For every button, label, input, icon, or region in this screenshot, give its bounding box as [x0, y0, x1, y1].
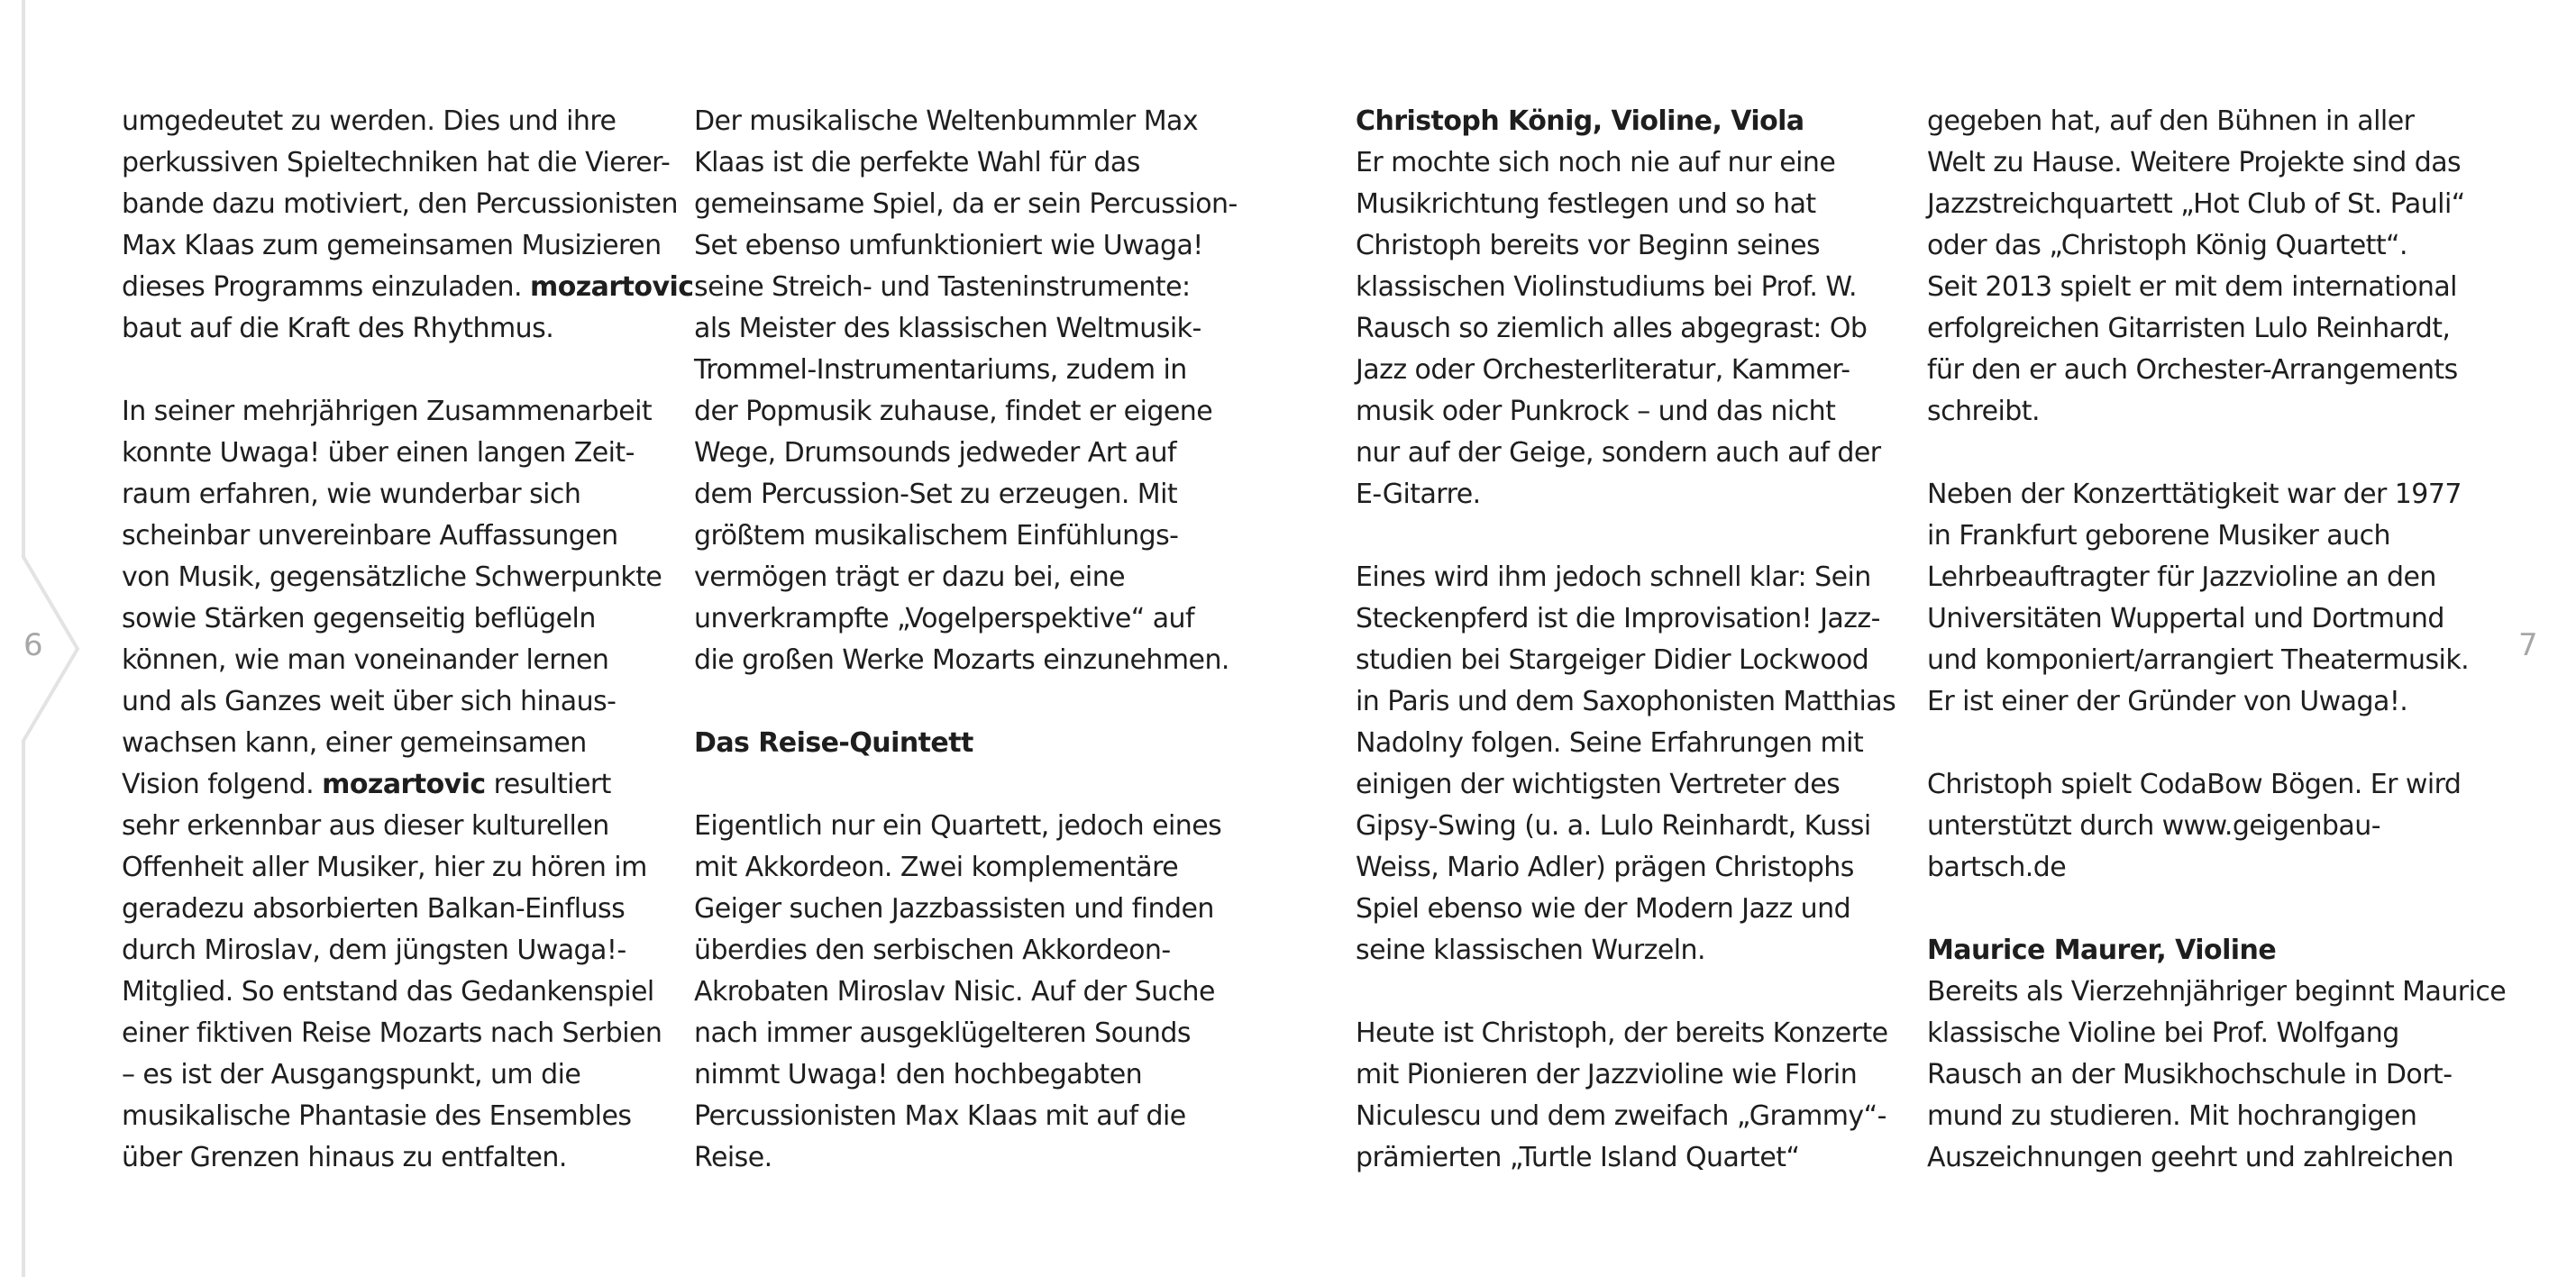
- line-text: Heute ist Christoph, der bereits Konzerte: [1356, 1017, 1888, 1049]
- text-line: [694, 267, 1226, 308]
- line-text: musik oder Punkrock – und das nicht: [1356, 396, 1836, 427]
- line-text: Set ebenso umfunktioniert wie Uwaga!: [694, 230, 1203, 261]
- line-text-after: resultiert: [485, 769, 611, 800]
- line-text: perkussiven Spieltechniken hat die Vierer-: [122, 147, 671, 178]
- line-text: prämierten „Turtle Island Quartet“: [1356, 1142, 1800, 1173]
- line-text: sowie Stärken gegenseitig beflügeln: [122, 603, 596, 634]
- text-line: [122, 515, 653, 557]
- line-text: Percussionisten Max Klaas mit auf die: [694, 1100, 1186, 1132]
- line-text: unterstützt durch www.geigenbau-: [1927, 810, 2380, 842]
- text-line: [122, 640, 653, 681]
- line-text: gemeinsame Spiel, da er sein Percussion-: [694, 188, 1238, 220]
- line-text: Auszeichnungen geehrt und zahlreichen: [1927, 1142, 2454, 1173]
- text-line: [1927, 1013, 2459, 1054]
- text-line: [694, 806, 1226, 847]
- line-text: Er mochte sich noch nie auf nur eine: [1356, 147, 1836, 178]
- text-line: [122, 557, 662, 598]
- text-line: [1927, 225, 2459, 267]
- line-text: musikalische Phantasie des Ensembles: [122, 1100, 632, 1132]
- line-text: Jazzstreichquartett „Hot Club of St. Pauli“: [1927, 188, 2465, 220]
- line-text: konnte Uwaga! über einen langen Zeit-: [122, 437, 635, 469]
- text-line: [1356, 847, 1887, 889]
- text-line: [694, 930, 1226, 971]
- text-line: [694, 1013, 1226, 1054]
- page-number-right: 7: [2518, 627, 2538, 663]
- line-text: größtem musikalischem Einfühlungs-: [694, 520, 1179, 552]
- line-text: sehr erkennbar aus dieser kulturellen: [122, 810, 609, 842]
- line-text: klassischen Violinstudiums bei Prof. W.: [1356, 271, 1857, 303]
- text-line: [1927, 847, 2459, 889]
- text-line: [122, 1096, 653, 1137]
- text-line: [122, 806, 653, 847]
- line-text: umgedeutet zu werden. Dies und ihre: [122, 105, 617, 137]
- line-text: Akrobaten Miroslav Nisic. Auf der Suche: [694, 976, 1215, 1008]
- line-text: geradezu absorbierten Balkan-Einfluss: [122, 893, 626, 925]
- page-number-left: 6: [23, 627, 43, 663]
- text-line: [122, 1137, 653, 1179]
- line-text: raum erfahren, wie wunderbar sich: [122, 479, 581, 510]
- paragraph-gap: [122, 350, 653, 391]
- line-text: Welt zu Hause. Weitere Projekte sind das: [1927, 147, 2462, 178]
- text-line: [1927, 391, 2459, 433]
- text-line: [1356, 723, 1887, 764]
- line-text: Offenheit aller Musiker, hier zu hören im: [122, 852, 647, 883]
- line-text: nimmt Uwaga! den hochbegabten: [694, 1059, 1143, 1090]
- line-text: Lehrbeauftragter für Jazzvioline an den: [1927, 561, 2436, 593]
- text-line: [122, 971, 653, 1013]
- bold-text: mozartovic: [529, 271, 694, 303]
- text-line: [694, 142, 1226, 184]
- line-text: von Musik, gegensätzliche Schwerpunkte: [122, 561, 662, 593]
- line-text: dem Percussion-Set zu erzeugen. Mit: [694, 479, 1178, 510]
- text-line: [1927, 267, 2459, 308]
- line-text: schreibt.: [1927, 396, 2040, 427]
- text-line: [1356, 1013, 1887, 1054]
- text-line: [694, 1096, 1226, 1137]
- text-line: [1356, 184, 1887, 225]
- line-text: und komponiert/arrangiert Theatermusik.: [1927, 644, 2470, 676]
- text-line: [122, 101, 653, 142]
- line-text: Bereits als Vierzehnjähriger beginnt Maurice: [1927, 976, 2507, 1008]
- line-text: Christoph spielt CodaBow Bögen. Er wird: [1927, 769, 2462, 800]
- text-line: [694, 474, 1226, 515]
- line-text: Eigentlich nur ein Quartett, jedoch eines: [694, 810, 1222, 842]
- text-line: [1356, 225, 1887, 267]
- line-text: E-Gitarre.: [1356, 479, 1481, 510]
- line-text: bande dazu motiviert, den Percussionisten: [122, 188, 678, 220]
- line-text: mund zu studieren. Mit hochrangigen: [1927, 1100, 2417, 1132]
- line-text: erfolgreichen Gitarristen Lulo Reinhardt,: [1927, 313, 2451, 344]
- bold-text: Das Reise-Quintett: [694, 727, 973, 759]
- paragraph-gap: [1356, 515, 1887, 557]
- line-text: einigen der wichtigsten Vertreter des: [1356, 769, 1841, 800]
- line-text: Reise.: [694, 1142, 772, 1173]
- paragraph-gap: [1927, 889, 2459, 930]
- text-line: [1927, 1054, 2459, 1096]
- text-line: [122, 184, 678, 225]
- line-text: Christoph bereits vor Beginn seines: [1356, 230, 1821, 261]
- paragraph-gap: [1927, 723, 2459, 764]
- line-text: in Paris und dem Saxophonisten Matthias: [1356, 686, 1896, 717]
- text-line: [122, 474, 653, 515]
- line-text: – es ist der Ausgangspunkt, um die: [122, 1059, 581, 1090]
- text-line: [1927, 806, 2459, 847]
- text-line: [1356, 1137, 1887, 1179]
- text-line: [1356, 350, 1887, 391]
- text-line: [1927, 515, 2459, 557]
- text-line: [1356, 640, 1887, 681]
- text-line: [1927, 930, 2459, 971]
- text-line: [1356, 889, 1887, 930]
- line-text: Nadolny folgen. Seine Erfahrungen mit: [1356, 727, 1864, 759]
- text-line: [694, 225, 1226, 267]
- line-text: als Meister des klassischen Weltmusik-: [694, 313, 1201, 344]
- text-line: [1356, 474, 1887, 515]
- text-line: [122, 433, 653, 474]
- line-text: Geiger suchen Jazzbassisten und finden: [694, 893, 1214, 925]
- text-line: [1927, 1096, 2459, 1137]
- line-text: mit Pionieren der Jazzvioline wie Florin: [1356, 1059, 1858, 1090]
- line-text: seine Streich- und Tasteninstrumente:: [694, 271, 1191, 303]
- line-text: Jazz oder Orchesterliteratur, Kammer-: [1356, 354, 1850, 386]
- line-text: einer fiktiven Reise Mozarts nach Serbien: [122, 1017, 662, 1049]
- text-line: [122, 267, 694, 308]
- text-line: [1356, 681, 1896, 723]
- line-text: studien bei Stargeiger Didier Lockwood: [1356, 644, 1869, 676]
- text-line: [1356, 1054, 1887, 1096]
- line-text: überdies den serbischen Akkordeon-: [694, 935, 1171, 966]
- text-line: [122, 598, 653, 640]
- text-line: [1927, 184, 2465, 225]
- text-line: [1356, 557, 1887, 598]
- text-line: [1927, 350, 2459, 391]
- text-line: [122, 847, 653, 889]
- text-line: [694, 847, 1226, 889]
- text-line: [694, 640, 1229, 681]
- text-line: [1927, 308, 2459, 350]
- text-line: [694, 101, 1226, 142]
- paragraph-gap: [694, 681, 1226, 723]
- text-line: [694, 1137, 1226, 1179]
- text-line: [1927, 557, 2459, 598]
- text-line: [1927, 142, 2462, 184]
- line-text: nach immer ausgeklügelteren Sounds: [694, 1017, 1191, 1049]
- text-line: [694, 391, 1226, 433]
- line-text: bartsch.de: [1927, 852, 2067, 883]
- line-text: unverkrampfte „Vogelperspektive“ auf: [694, 603, 1195, 634]
- line-text: in Frankfurt geborene Musiker auch: [1927, 520, 2391, 552]
- text-column-2: [694, 101, 1238, 1179]
- line-text: Klaas ist die perfekte Wahl für das: [694, 147, 1140, 178]
- line-text: Max Klaas zum gemeinsamen Musizieren: [122, 230, 662, 261]
- text-line: [694, 557, 1226, 598]
- text-line: [1356, 806, 1887, 847]
- text-line: [122, 1013, 662, 1054]
- line-text: In seiner mehrjährigen Zusammenarbeit: [122, 396, 653, 427]
- paragraph-gap: [694, 764, 1226, 806]
- text-line: [1927, 1137, 2459, 1179]
- text-line: [1356, 930, 1887, 971]
- line-text: seine klassischen Wurzeln.: [1356, 935, 1705, 966]
- text-line: [1356, 308, 1887, 350]
- line-text: Spiel ebenso wie der Modern Jazz und: [1356, 893, 1851, 925]
- bold-text: Christoph König, Violine, Viola: [1356, 105, 1804, 137]
- line-text: über Grenzen hinaus zu entfalten.: [122, 1142, 567, 1173]
- bold-text: mozartovic: [322, 769, 486, 800]
- paragraph-gap: [1927, 433, 2459, 474]
- line-text: mit Akkordeon. Zwei komplementäre: [694, 852, 1179, 883]
- line-text: baut auf die Kraft des Rhythmus.: [122, 313, 554, 344]
- line-text: Vision folgend.: [122, 769, 323, 800]
- text-line: [1356, 1096, 1887, 1137]
- line-text: wachsen kann, einer gemeinsamen: [122, 727, 587, 759]
- text-line: [694, 889, 1226, 930]
- text-line: [1927, 971, 2507, 1013]
- text-line: [1927, 474, 2462, 515]
- line-text: Neben der Konzerttätigkeit war der 1977: [1927, 479, 2462, 510]
- text-line: [1356, 267, 1887, 308]
- text-line: [1927, 681, 2459, 723]
- line-text: Wege, Drumsounds jedweder Art auf: [694, 437, 1176, 469]
- line-text: Rausch so ziemlich alles abgegrast: Ob: [1356, 313, 1868, 344]
- text-column-3: [1356, 101, 1896, 1179]
- line-text: Mitglied. So entstand das Gedankenspiel: [122, 976, 654, 1008]
- text-line: [1927, 764, 2462, 806]
- text-line: [1927, 598, 2459, 640]
- text-line: [122, 889, 653, 930]
- text-line: [694, 184, 1238, 225]
- line-text: Rausch an der Musikhochschule in Dort-: [1927, 1059, 2453, 1090]
- line-text: Er ist einer der Gründer von Uwaga!.: [1927, 686, 2408, 717]
- line-text: können, wie man voneinander lernen: [122, 644, 609, 676]
- text-line: [1356, 391, 1887, 433]
- line-text: dieses Programms einzuladen.: [122, 271, 530, 303]
- text-line: [122, 764, 653, 806]
- text-line: [1927, 101, 2459, 142]
- text-line: [1356, 598, 1887, 640]
- text-line: [694, 515, 1226, 557]
- text-line: [122, 308, 653, 350]
- line-text: Seit 2013 spielt er mit dem international: [1927, 271, 2457, 303]
- text-line: [694, 1054, 1226, 1096]
- line-text: die großen Werke Mozarts einzunehmen.: [694, 644, 1229, 676]
- text-column-4: [1927, 101, 2507, 1179]
- text-line: [694, 971, 1226, 1013]
- text-line: [122, 1054, 653, 1096]
- text-line: [694, 723, 1226, 764]
- line-text: gegeben hat, auf den Bühnen in aller: [1927, 105, 2415, 137]
- line-text: scheinbar unvereinbare Auffassungen: [122, 520, 618, 552]
- text-line: [694, 350, 1226, 391]
- line-text: und als Ganzes weit über sich hinaus-: [122, 686, 617, 717]
- line-text: Gipsy-Swing (u. a. Lulo Reinhardt, Kussi: [1356, 810, 1871, 842]
- text-line: [1356, 433, 1887, 474]
- bold-text: Maurice Maurer, Violine: [1927, 935, 2277, 966]
- line-text: Trommel-Instrumentariums, zudem in: [694, 354, 1187, 386]
- line-text: Eines wird ihm jedoch schnell klar: Sein: [1356, 561, 1871, 593]
- text-line: [1356, 764, 1887, 806]
- text-line: [1356, 101, 1887, 142]
- line-text: Steckenpferd ist die Improvisation! Jazz-: [1356, 603, 1880, 634]
- line-text: nur auf der Geige, sondern auch auf der: [1356, 437, 1881, 469]
- line-text: vermögen trägt er dazu bei, eine: [694, 561, 1126, 593]
- line-text: der Popmusik zuhause, findet er eigene: [694, 396, 1213, 427]
- text-line: [694, 433, 1226, 474]
- line-text: Niculescu und dem zweifach „Grammy“-: [1356, 1100, 1886, 1132]
- text-line: [1356, 142, 1887, 184]
- line-text: Musikrichtung festlegen und so hat: [1356, 188, 1816, 220]
- line-text: für den er auch Orchester-Arrangements: [1927, 354, 2458, 386]
- text-column-1: [122, 101, 694, 1179]
- text-line: [122, 225, 662, 267]
- paragraph-gap: [1356, 971, 1887, 1013]
- text-line: [694, 308, 1226, 350]
- line-text: Universitäten Wuppertal und Dortmund: [1927, 603, 2444, 634]
- line-text: oder das „Christoph König Quartett“.: [1927, 230, 2408, 261]
- text-line: [122, 142, 671, 184]
- text-line: [122, 930, 653, 971]
- text-line: [122, 681, 653, 723]
- text-line: [694, 598, 1226, 640]
- text-line: [122, 391, 653, 433]
- line-text: klassische Violine bei Prof. Wolfgang: [1927, 1017, 2399, 1049]
- text-line: [122, 723, 653, 764]
- line-text: Der musikalische Weltenbummler Max: [694, 105, 1199, 137]
- line-text: Weiss, Mario Adler) prägen Christophs: [1356, 852, 1854, 883]
- line-text: durch Miroslav, dem jüngsten Uwaga!-: [122, 935, 626, 966]
- text-line: [1927, 640, 2470, 681]
